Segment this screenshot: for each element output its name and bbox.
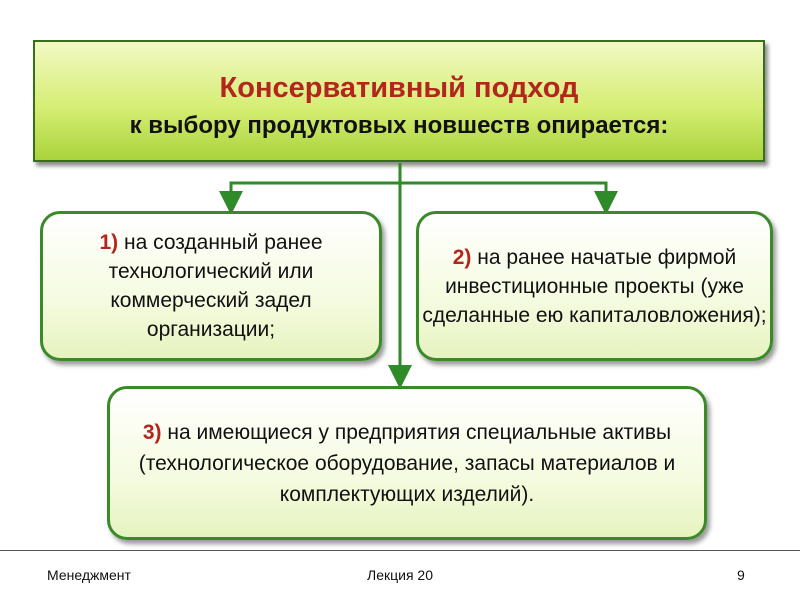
title-subheading: к выбору продуктовых новшеств опирается: [129,112,669,139]
item-3-text: на имеющиеся у предприятия специальные активы (технологическое оборудование, запасы материалов и комплектующих изделий). [138,420,676,506]
item-box-1 [40,211,382,361]
footer-page-number: 9 [737,567,745,583]
item-box-3 [107,386,707,540]
footer-divider [0,550,800,551]
connector-to-item-2 [400,183,606,203]
item-1-text: на созданный ранее технологический или коммерческий задел организации; [108,231,323,341]
connector-to-item-1 [231,163,400,203]
footer-course: Менеджмент [47,567,131,583]
item-box-2 [416,211,773,361]
item-2-text: на ранее начатые фирмой инвестиционные проекты (уже сделанные ею капиталовложения); [422,245,767,327]
item-3-number: 3) [142,420,162,444]
title-heading: Консервативный подход [219,72,579,104]
item-2-number: 2) [452,245,472,269]
footer-lecture: Лекция 20 [367,567,433,583]
item-1-number: 1) [99,231,119,254]
